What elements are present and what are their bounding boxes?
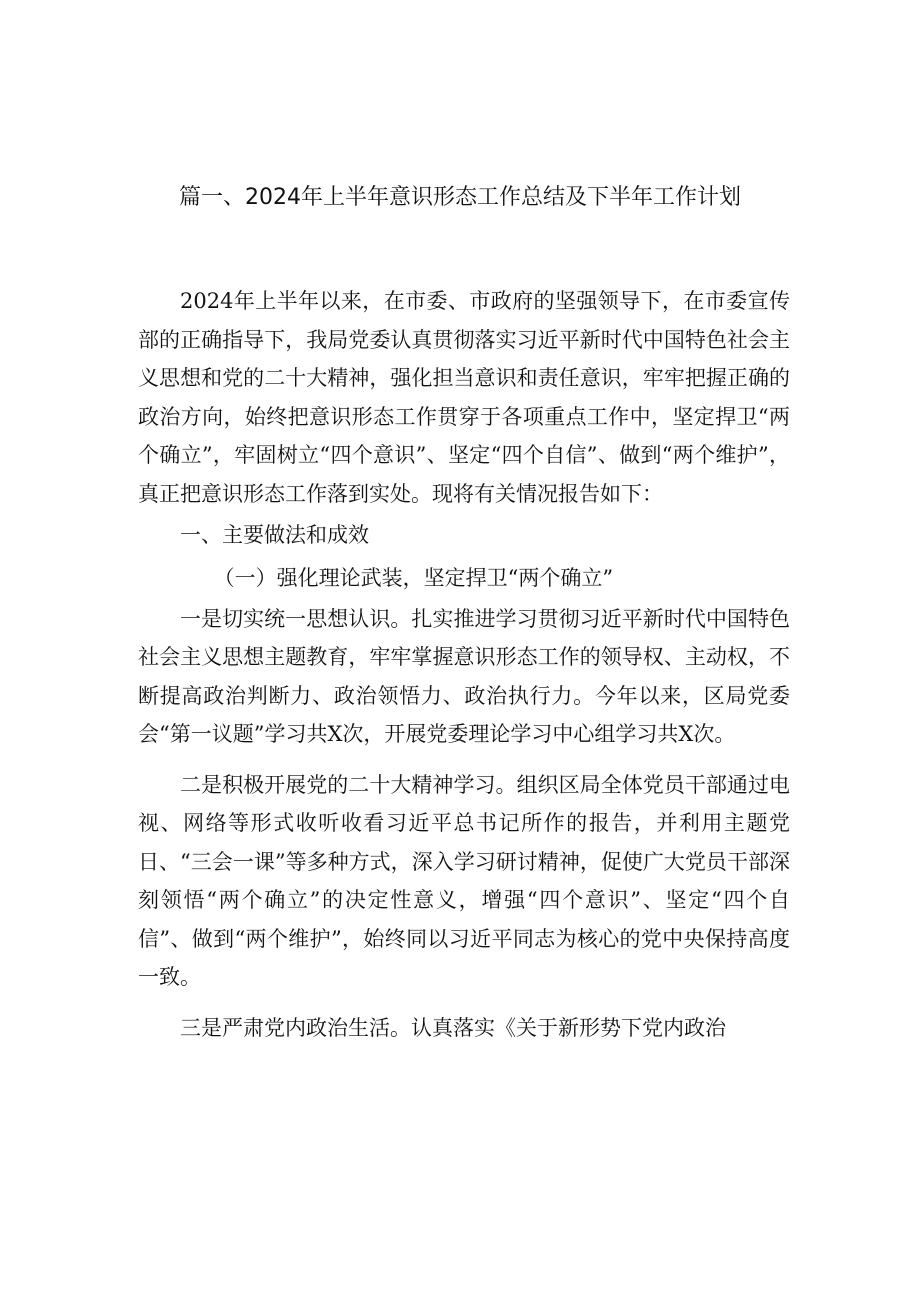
intro-paragraph: 2024年上半年以来，在市委、市政府的坚强领导下，在市委宣传部的正确指导下，我局党委认真贯彻落实习近平新时代中国特色社会主义思想和党的二十大精神，强化担当意识和责任意识，牢牢把握正确的政治方向，始终把意识形态工作贯穿于各项重点工作中，坚定捍卫“两个确立”，牢固树立“四个意识”、坚定“四个自信”、做到“两个维护”，真正把意识形态工作落到实处。现将有关情况报告如下： — [138, 289, 790, 506]
paragraph-2: 二是积极开展党的二十大精神学习。组织区局全体党员干部通过电视、网络等形式收听收看习近平总书记所作的报告，并利用主题党日、“三会一课”等多种方式，深入学习研讨精神，促使广大党员干部深刻领悟“两个确立”的决定性意义，增强“四个意识”、坚定“四个自信”、做到“两个维护”，始终同以习近平同志为核心的党中央保持高度一致。 — [138, 772, 790, 989]
section-heading-1: 一、主要做法和成效 — [180, 523, 369, 547]
document-title: 篇一、2024年上半年意识形态工作总结及下半年工作计划 — [179, 185, 741, 210]
document-body — [138, 282, 790, 1047]
paragraph-1: 一是切实统一思想认识。扎实推进学习贯彻习近平新时代中国特色社会主义思想主题教育，牢牢掌握意识形态工作的领导权、主动权，不断提高政治判断力、政治领悟力、政治执行力。今年以来，区局党委会“第一议题”学习共X次，开展党委理论学习中心组学习共X次。 — [138, 606, 790, 746]
paragraph-3: 三是严肃党内政治生活。认真落实《关于新形势下党内政治 — [180, 1015, 726, 1040]
subsection-heading-1: （一）强化理论武装，坚定捍卫“两个确立” — [213, 566, 614, 590]
